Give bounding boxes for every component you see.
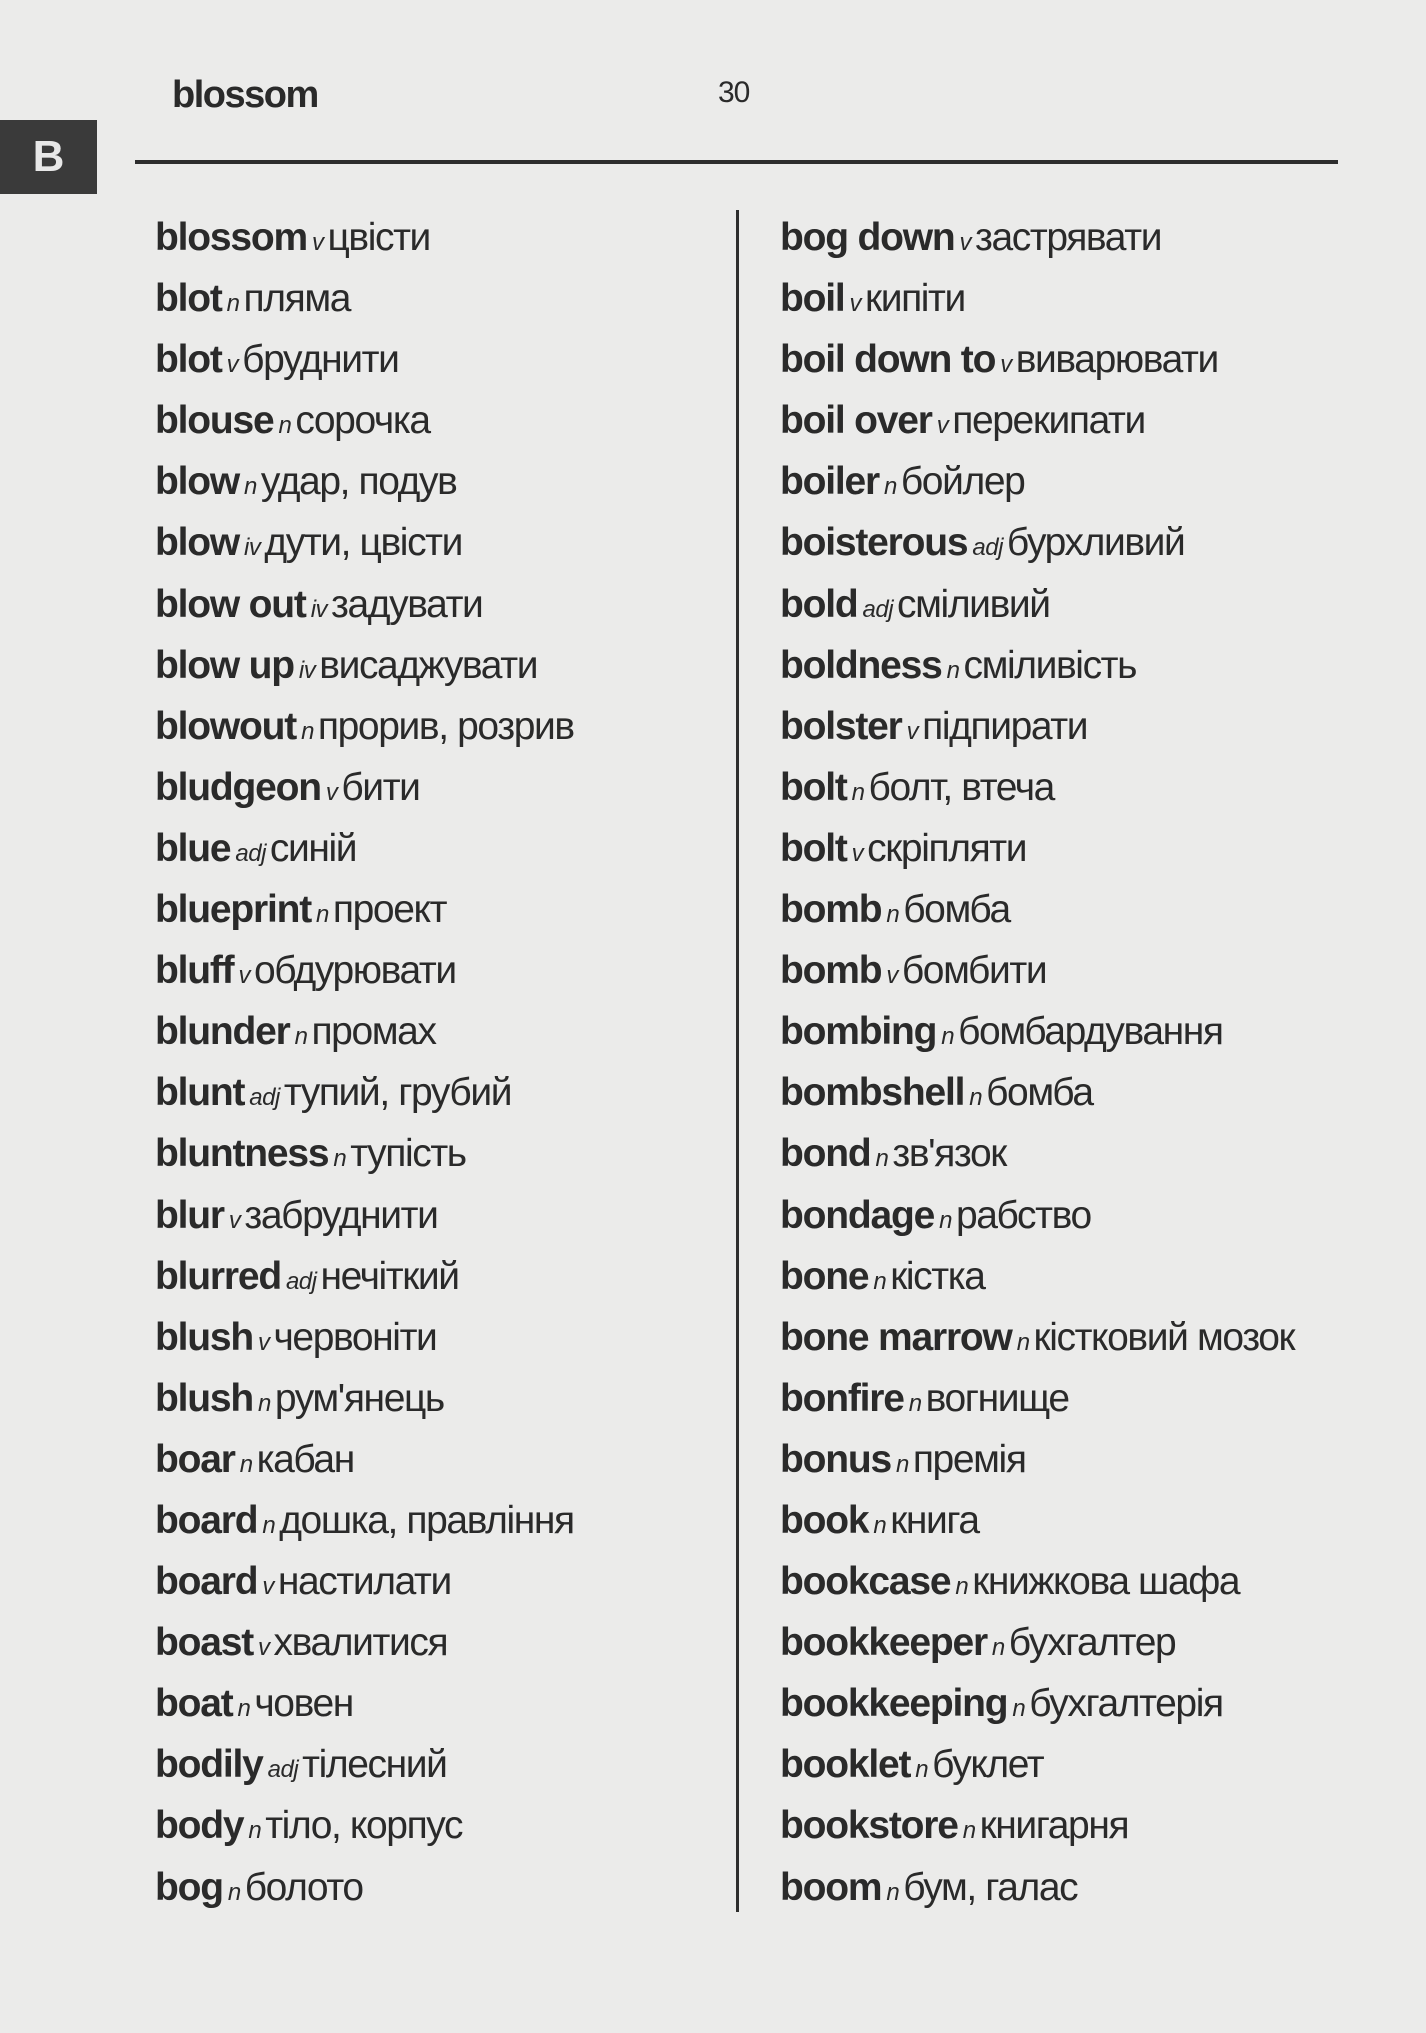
dictionary-entry bbox=[155, 1312, 574, 1373]
part-of-speech: v bbox=[258, 1328, 270, 1356]
translation: зв'язок bbox=[892, 1132, 1006, 1176]
translation: бруднити bbox=[242, 338, 399, 382]
headword: bolt bbox=[780, 765, 847, 809]
headword: bone bbox=[780, 1254, 869, 1298]
dictionary-entry bbox=[780, 1617, 1294, 1678]
dictionary-entry bbox=[780, 334, 1294, 395]
translation: перекипати bbox=[952, 399, 1145, 443]
part-of-speech: adj bbox=[235, 839, 266, 867]
headword: blurred bbox=[155, 1254, 281, 1298]
translation: нечіткий bbox=[320, 1254, 459, 1298]
part-of-speech: v bbox=[258, 1634, 270, 1662]
headword: bog down bbox=[780, 216, 955, 259]
translation: проект bbox=[332, 888, 447, 932]
headword: boldness bbox=[780, 643, 942, 687]
part-of-speech: v bbox=[936, 412, 949, 440]
headword: boil down to bbox=[780, 338, 996, 382]
translation: болт, втеча bbox=[868, 765, 1054, 809]
dictionary-entry bbox=[155, 1556, 574, 1617]
dictionary-entry bbox=[780, 1067, 1294, 1128]
headword: bookstore bbox=[780, 1804, 958, 1848]
translation: кістка bbox=[890, 1254, 985, 1298]
headword: blush bbox=[155, 1315, 253, 1359]
part-of-speech: n bbox=[873, 1267, 887, 1295]
part-of-speech: n bbox=[883, 473, 897, 501]
headword: blowout bbox=[155, 704, 297, 748]
headword: board bbox=[155, 1498, 258, 1542]
headword: boom bbox=[780, 1865, 882, 1909]
part-of-speech: n bbox=[946, 656, 960, 684]
translation: буклет bbox=[932, 1743, 1044, 1787]
dictionary-entry bbox=[155, 1862, 574, 1923]
part-of-speech: iv bbox=[244, 534, 261, 562]
headword: boil bbox=[780, 277, 845, 321]
part-of-speech: n bbox=[908, 1389, 922, 1417]
headword: bludgeon bbox=[155, 765, 321, 809]
part-of-speech: v bbox=[851, 839, 864, 867]
headword: boar bbox=[155, 1437, 235, 1481]
part-of-speech: n bbox=[294, 1023, 308, 1051]
translation: бум, галас bbox=[903, 1865, 1078, 1909]
headword: boat bbox=[155, 1682, 233, 1726]
headword: blueprint bbox=[155, 888, 312, 932]
part-of-speech: n bbox=[915, 1756, 929, 1784]
dictionary-entry bbox=[155, 456, 574, 517]
part-of-speech: v bbox=[311, 229, 324, 256]
dictionary-entry bbox=[780, 1312, 1294, 1373]
part-of-speech: v bbox=[262, 1573, 274, 1601]
translation: сміливість bbox=[963, 643, 1137, 687]
headword: bookkeeping bbox=[780, 1682, 1008, 1726]
headword: blow up bbox=[155, 643, 294, 687]
part-of-speech: n bbox=[873, 1511, 887, 1539]
part-of-speech: v bbox=[226, 351, 239, 379]
headword: boast bbox=[155, 1621, 254, 1665]
part-of-speech: v bbox=[1000, 351, 1012, 379]
part-of-speech: iv bbox=[298, 656, 316, 684]
headword: blue bbox=[155, 826, 231, 870]
dictionary-entry bbox=[155, 884, 574, 945]
part-of-speech: n bbox=[962, 1817, 976, 1845]
part-of-speech: v bbox=[325, 778, 338, 806]
right-column bbox=[780, 212, 1294, 1923]
headword: bomb bbox=[780, 949, 882, 993]
translation: сорочка bbox=[295, 399, 430, 443]
dictionary-entry bbox=[155, 823, 574, 884]
headword: booklet bbox=[780, 1743, 911, 1787]
dictionary-entry bbox=[780, 395, 1294, 456]
translation: рабство bbox=[955, 1193, 1091, 1237]
translation: синій bbox=[269, 826, 357, 870]
translation: бомбардування bbox=[958, 1010, 1223, 1054]
headword: bone marrow bbox=[780, 1315, 1012, 1359]
dictionary-entry bbox=[155, 1800, 574, 1861]
translation: тілесний bbox=[302, 1743, 447, 1787]
headword: boisterous bbox=[780, 521, 968, 565]
headword: blunder bbox=[155, 1010, 290, 1054]
dictionary-entry bbox=[780, 1128, 1294, 1189]
part-of-speech: n bbox=[333, 1145, 347, 1173]
dictionary-entry bbox=[155, 395, 574, 456]
dictionary-entry bbox=[780, 1678, 1294, 1739]
dictionary-entry bbox=[155, 212, 574, 273]
dictionary-entry bbox=[780, 1006, 1294, 1067]
headword: bluff bbox=[155, 949, 234, 993]
headword: boiler bbox=[780, 460, 879, 504]
part-of-speech: n bbox=[1012, 1695, 1026, 1723]
translation: обдурювати bbox=[253, 949, 456, 993]
dictionary-entry bbox=[155, 273, 574, 334]
dictionary-entry bbox=[155, 1678, 574, 1739]
dictionary-entry bbox=[780, 1251, 1294, 1312]
headword: bondage bbox=[780, 1193, 935, 1237]
dictionary-entry bbox=[155, 1739, 574, 1800]
part-of-speech: n bbox=[258, 1389, 271, 1417]
headword: board bbox=[155, 1560, 258, 1604]
translation: удар, подув bbox=[260, 460, 457, 504]
headword: blunt bbox=[155, 1071, 245, 1115]
guide-word: blossom bbox=[172, 74, 318, 116]
headword: bomb bbox=[780, 888, 882, 932]
dictionary-entry bbox=[780, 1556, 1294, 1617]
translation: хвалитися bbox=[273, 1621, 448, 1665]
headword: bonfire bbox=[780, 1376, 904, 1420]
translation: човен bbox=[254, 1682, 353, 1726]
translation: книгарня bbox=[979, 1804, 1129, 1848]
translation: книжкова шафа bbox=[972, 1560, 1240, 1604]
translation: цвісти bbox=[327, 216, 430, 259]
headword: bog bbox=[155, 1865, 223, 1909]
translation: прорив, розрив bbox=[317, 704, 574, 748]
translation: застрявати bbox=[975, 216, 1162, 259]
translation: підпирати bbox=[922, 704, 1088, 748]
dictionary-entry bbox=[780, 1190, 1294, 1251]
headword: bodily bbox=[155, 1743, 263, 1787]
dictionary-entry bbox=[155, 334, 574, 395]
dictionary-entry bbox=[155, 1006, 574, 1067]
part-of-speech: n bbox=[262, 1511, 276, 1539]
headword: blur bbox=[155, 1193, 224, 1237]
headword: bluntness bbox=[155, 1132, 329, 1176]
part-of-speech: n bbox=[316, 901, 329, 929]
headword: blow out bbox=[155, 582, 306, 626]
headword: book bbox=[780, 1498, 869, 1542]
dictionary-entry bbox=[780, 1800, 1294, 1861]
dictionary-entry bbox=[780, 640, 1294, 701]
headword: blot bbox=[155, 277, 222, 321]
part-of-speech: n bbox=[227, 1878, 241, 1906]
dictionary-entry bbox=[780, 823, 1294, 884]
translation: бити bbox=[341, 765, 420, 809]
headword: bonus bbox=[780, 1437, 891, 1481]
translation: бомба bbox=[986, 1071, 1093, 1115]
translation: книга bbox=[890, 1498, 979, 1542]
dictionary-entry bbox=[780, 456, 1294, 517]
part-of-speech: adj bbox=[249, 1084, 280, 1112]
headword: bookcase bbox=[780, 1560, 951, 1604]
dictionary-entry bbox=[155, 1251, 574, 1312]
translation: тупість bbox=[350, 1132, 466, 1176]
dictionary-entry bbox=[155, 1617, 574, 1678]
dictionary-entry bbox=[155, 701, 574, 762]
translation: сміливий bbox=[897, 582, 1050, 626]
translation: премія bbox=[912, 1437, 1026, 1481]
part-of-speech: n bbox=[969, 1084, 983, 1112]
translation: кипіти bbox=[865, 277, 965, 321]
part-of-speech: n bbox=[278, 412, 292, 440]
translation: промах bbox=[311, 1010, 436, 1054]
dictionary-entry bbox=[155, 1373, 574, 1434]
dictionary-entry bbox=[155, 762, 574, 823]
part-of-speech: adj bbox=[862, 595, 894, 623]
dictionary-entry bbox=[155, 1128, 574, 1189]
dictionary-entry bbox=[780, 1434, 1294, 1495]
column-divider bbox=[736, 210, 739, 1912]
part-of-speech: n bbox=[939, 1206, 952, 1234]
left-column bbox=[155, 212, 574, 1923]
translation: червоніти bbox=[273, 1315, 437, 1359]
dictionary-entry bbox=[780, 945, 1294, 1006]
translation: бухгалтер bbox=[1008, 1621, 1176, 1665]
translation: пляма bbox=[243, 277, 351, 321]
part-of-speech: adj bbox=[972, 534, 1003, 562]
dictionary-entry bbox=[780, 517, 1294, 578]
translation: тіло, корпус bbox=[265, 1804, 463, 1848]
part-of-speech: v bbox=[906, 717, 919, 745]
dictionary-entry bbox=[780, 701, 1294, 762]
dictionary-entry bbox=[780, 1739, 1294, 1800]
part-of-speech: n bbox=[955, 1573, 969, 1601]
headword: bombing bbox=[780, 1010, 937, 1054]
headword: bolt bbox=[780, 826, 847, 870]
part-of-speech: n bbox=[875, 1145, 889, 1173]
headword: blot bbox=[155, 338, 222, 382]
dictionary-entry bbox=[155, 640, 574, 701]
translation: задувати bbox=[331, 582, 483, 626]
part-of-speech: n bbox=[895, 1450, 909, 1478]
translation: бомбити bbox=[901, 949, 1047, 993]
part-of-speech: n bbox=[941, 1023, 955, 1051]
headword: boil over bbox=[780, 399, 932, 443]
part-of-speech: n bbox=[244, 473, 257, 501]
headword: blow bbox=[155, 521, 240, 565]
headword: blush bbox=[155, 1376, 253, 1420]
part-of-speech: n bbox=[239, 1450, 253, 1478]
headword: blouse bbox=[155, 399, 274, 443]
headword: bond bbox=[780, 1132, 871, 1176]
dictionary-entry bbox=[155, 517, 574, 578]
translation: висаджувати bbox=[319, 643, 538, 687]
headword: blow bbox=[155, 460, 240, 504]
dictionary-entry bbox=[155, 1495, 574, 1556]
translation: тупий, грубий bbox=[283, 1071, 512, 1115]
letter-tab: B bbox=[0, 120, 97, 194]
dictionary-entry bbox=[780, 212, 1294, 273]
dictionary-entry bbox=[780, 1862, 1294, 1923]
part-of-speech: adj bbox=[285, 1267, 317, 1295]
dictionary-entry bbox=[155, 945, 574, 1006]
part-of-speech: n bbox=[248, 1817, 262, 1845]
headword: bold bbox=[780, 582, 858, 626]
translation: бомба bbox=[903, 888, 1010, 932]
dictionary-entry bbox=[155, 1067, 574, 1128]
part-of-speech: n bbox=[851, 778, 865, 806]
translation: бурхливий bbox=[1006, 521, 1185, 565]
dictionary-entry bbox=[780, 273, 1294, 334]
dictionary-entry bbox=[780, 762, 1294, 823]
part-of-speech: n bbox=[301, 717, 314, 745]
dictionary-entry bbox=[780, 1373, 1294, 1434]
translation: виварювати bbox=[1015, 338, 1218, 382]
translation: болото bbox=[244, 1865, 363, 1909]
dictionary-entry bbox=[155, 1190, 574, 1251]
translation: забруднити bbox=[244, 1193, 438, 1237]
part-of-speech: v bbox=[886, 962, 898, 990]
part-of-speech: n bbox=[237, 1695, 251, 1723]
part-of-speech: v bbox=[959, 229, 972, 256]
headword: bolster bbox=[780, 704, 902, 748]
dictionary-entry bbox=[780, 1495, 1294, 1556]
translation: дути, цвісти bbox=[264, 521, 463, 565]
translation: бойлер bbox=[900, 460, 1025, 504]
part-of-speech: n bbox=[886, 1878, 900, 1906]
dictionary-entry bbox=[155, 1434, 574, 1495]
translation: скріпляти bbox=[867, 826, 1027, 870]
part-of-speech: v bbox=[238, 962, 250, 990]
dictionary-entry bbox=[780, 579, 1294, 640]
translation: рум'янець bbox=[274, 1376, 444, 1420]
translation: кістковий мозок bbox=[1033, 1315, 1295, 1359]
part-of-speech: n bbox=[226, 290, 240, 318]
part-of-speech: n bbox=[886, 901, 900, 929]
page-number: 30 bbox=[718, 76, 750, 109]
part-of-speech: v bbox=[849, 290, 862, 318]
translation: бухгалтерія bbox=[1029, 1682, 1223, 1726]
headword: body bbox=[155, 1804, 244, 1848]
headword: bookkeeper bbox=[780, 1621, 987, 1665]
headword: blossom bbox=[155, 216, 307, 259]
header-rule bbox=[135, 160, 1338, 164]
headword: bombshell bbox=[780, 1071, 965, 1115]
translation: кабан bbox=[256, 1437, 354, 1481]
part-of-speech: n bbox=[991, 1634, 1005, 1662]
part-of-speech: adj bbox=[267, 1756, 299, 1784]
translation: вогнище bbox=[925, 1376, 1069, 1420]
dictionary-entry bbox=[155, 579, 574, 640]
part-of-speech: iv bbox=[310, 595, 328, 623]
dictionary-entry bbox=[780, 884, 1294, 945]
translation: дошка, правління bbox=[279, 1498, 574, 1542]
translation: настилати bbox=[277, 1560, 451, 1604]
part-of-speech: n bbox=[1016, 1328, 1030, 1356]
part-of-speech: v bbox=[228, 1206, 241, 1234]
